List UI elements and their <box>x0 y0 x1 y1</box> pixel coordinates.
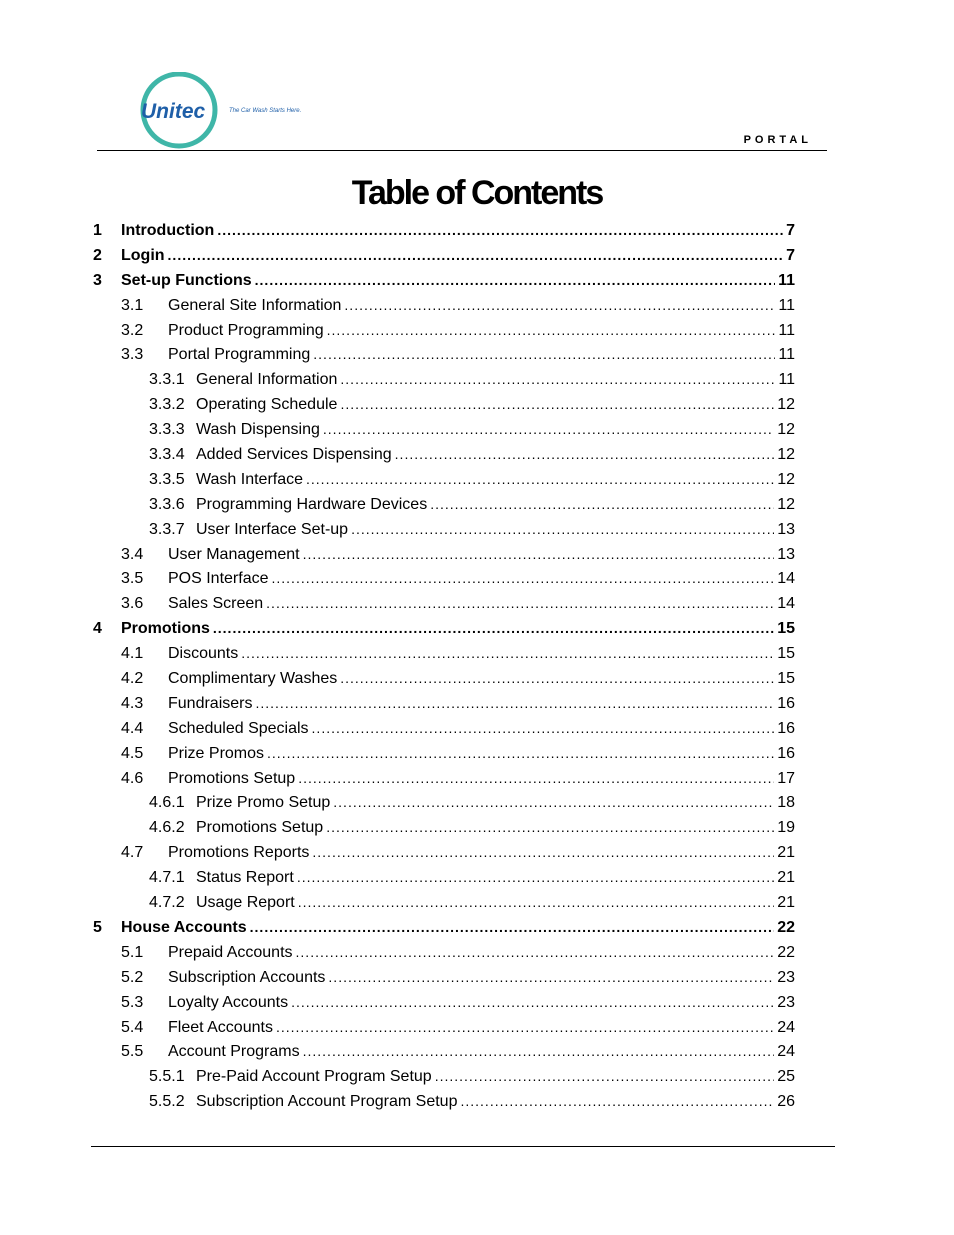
toc-entry[interactable] <box>93 442 795 467</box>
toc-entry-title: Prize Promo Setup <box>196 794 331 812</box>
toc-entry-title: Introduction <box>121 222 215 239</box>
toc-entry[interactable] <box>93 915 795 940</box>
toc-entry[interactable] <box>93 342 795 367</box>
toc-entry[interactable] <box>93 865 795 890</box>
toc-leader-dots <box>266 591 774 616</box>
toc-entry[interactable] <box>93 641 795 666</box>
toc-leader-dots <box>430 492 774 517</box>
toc-entry-title: Scheduled Specials <box>168 719 309 737</box>
toc-entry-number: 3.3.5 <box>149 470 185 488</box>
toc-entry[interactable] <box>93 1039 795 1064</box>
toc-leader-dots <box>303 542 775 567</box>
toc-entry-page: 11 <box>778 296 795 314</box>
toc-entry-number: 4.1 <box>121 645 144 663</box>
toc-entry-page: 24 <box>777 1043 795 1061</box>
toc-leader-dots <box>435 1064 775 1089</box>
toc-entry-number: 4.6.1 <box>149 794 185 812</box>
header-product-label: PORTAL <box>743 134 812 146</box>
toc-leader-dots <box>344 293 775 318</box>
toc-entry[interactable] <box>93 666 795 691</box>
toc-entry[interactable] <box>93 417 795 442</box>
toc-leader-dots <box>340 367 775 392</box>
toc-entry-title: Set-up Functions <box>121 271 252 289</box>
toc-entry[interactable] <box>93 616 795 641</box>
toc-entry-title: Login <box>121 246 165 264</box>
toc-entry-page: 21 <box>777 894 795 912</box>
toc-entry-page: 12 <box>777 495 795 513</box>
toc-entry-title: Fleet Accounts <box>168 1018 273 1036</box>
toc-entry-title: POS Interface <box>168 570 269 588</box>
toc-entry-page: 25 <box>777 1068 795 1086</box>
toc-leader-dots <box>340 392 774 417</box>
toc-leader-dots <box>267 741 774 766</box>
toc-entry-number: 3.1 <box>121 296 144 314</box>
toc-entry-number: 3.3.2 <box>149 396 185 414</box>
toc-entry[interactable] <box>93 492 795 517</box>
toc-entry-number: 3.3.4 <box>149 446 185 464</box>
toc-entry-number: 5.5 <box>121 1043 144 1061</box>
toc-leader-dots <box>460 1089 774 1114</box>
toc-leader-dots <box>340 666 774 691</box>
toc-entry-number: 3.3.1 <box>149 371 185 389</box>
toc-entry-title: Operating Schedule <box>196 396 338 414</box>
toc-entry[interactable] <box>93 815 795 840</box>
toc-entry[interactable] <box>93 1064 795 1089</box>
toc-entry-number: 3.5 <box>121 570 144 588</box>
unitec-logo-graphic <box>138 72 338 150</box>
toc-entry-title: House Accounts <box>121 918 247 936</box>
toc-entry-number: 3 <box>93 271 102 289</box>
toc-entry-title: Loyalty Accounts <box>168 993 289 1011</box>
toc-entry-number: 3.4 <box>121 545 144 563</box>
toc-leader-dots <box>328 965 774 990</box>
toc-entry-page: 7 <box>786 246 795 264</box>
toc-entry-title: Prize Promos <box>168 744 265 762</box>
toc-leader-dots <box>303 1039 775 1064</box>
toc-entry-title: Fundraisers <box>168 694 253 712</box>
toc-entry-page: 12 <box>777 446 795 464</box>
toc-entry-page: 11 <box>778 371 795 389</box>
toc-leader-dots <box>327 318 776 343</box>
toc-entry-title: Subscription Account Program Setup <box>196 1093 458 1111</box>
toc-entry-number: 5.5.2 <box>149 1093 185 1111</box>
toc-entry-title: Discounts <box>168 645 239 663</box>
toc-entry-page: 21 <box>777 844 795 862</box>
toc-entry-title: Promotions <box>121 620 210 638</box>
toc-entry-title: Account Programs <box>168 1043 300 1061</box>
toc-entry-page: 12 <box>777 470 795 488</box>
toc-entry-page: 19 <box>777 819 795 837</box>
toc-entry-number: 5.3 <box>121 993 144 1011</box>
toc-entry-title: User Interface Set-up <box>196 520 349 538</box>
toc-entry-number: 3.3.3 <box>149 421 185 439</box>
toc-leader-dots <box>168 243 784 268</box>
footer-divider <box>91 1146 835 1147</box>
toc-entry-page: 16 <box>777 719 795 737</box>
toc-entry[interactable] <box>93 990 795 1015</box>
toc-entry-page: 16 <box>777 744 795 762</box>
toc-leader-dots <box>298 766 774 791</box>
toc-leader-dots <box>298 890 774 915</box>
toc-entry-page: 15 <box>777 645 795 663</box>
toc-entry-title: Subscription Accounts <box>168 968 326 986</box>
toc-entry-page: 11 <box>778 321 795 339</box>
toc-entry-page: 24 <box>777 1018 795 1036</box>
logo-tagline: The Car Wash Starts Here. <box>229 108 302 114</box>
toc-entry-number: 3.2 <box>121 321 144 339</box>
toc-entry-number: 4.3 <box>121 694 144 712</box>
toc-entry-page: 23 <box>777 993 795 1011</box>
toc-leader-dots <box>313 342 775 367</box>
toc-leader-dots <box>296 940 775 965</box>
toc-entry-number: 5.4 <box>121 1018 144 1036</box>
toc-entry-number: 4.6 <box>121 769 144 787</box>
toc-entry-page: 16 <box>777 694 795 712</box>
toc-leader-dots <box>312 716 775 741</box>
toc-entry-page: 26 <box>777 1093 795 1111</box>
toc-entry[interactable] <box>93 766 795 791</box>
toc-entry-page: 12 <box>777 396 795 414</box>
toc-leader-dots <box>241 641 774 666</box>
toc-entry[interactable] <box>93 243 795 268</box>
toc-entry-number: 1 <box>93 222 102 239</box>
toc-entry-title: Product Programming <box>168 321 324 339</box>
toc-leader-dots <box>351 517 774 542</box>
toc-entry[interactable] <box>93 367 795 392</box>
toc-entry-title: General Information <box>196 371 338 389</box>
toc-leader-dots <box>272 566 775 591</box>
toc-entry-number: 4 <box>93 620 102 638</box>
toc-leader-dots <box>217 218 783 243</box>
toc-leader-dots <box>297 865 774 890</box>
toc-entry[interactable] <box>93 392 795 417</box>
toc-entry-page: 17 <box>777 769 795 787</box>
toc-entry[interactable] <box>93 840 795 865</box>
toc-entry-page: 12 <box>777 421 795 439</box>
logo-wordmark: Unitec <box>141 100 206 123</box>
toc-leader-dots <box>312 840 774 865</box>
toc-entry[interactable] <box>93 1089 795 1114</box>
toc-entry-title: Added Services Dispensing <box>196 446 392 464</box>
toc-leader-dots <box>213 616 774 641</box>
toc-entry-title: Complimentary Washes <box>168 670 338 688</box>
toc-entry-number: 4.2 <box>121 670 144 688</box>
toc-entry-number: 4.7.1 <box>149 869 185 887</box>
toc-entry[interactable] <box>93 691 795 716</box>
toc-entry[interactable] <box>93 542 795 567</box>
toc-entry-page: 11 <box>778 346 795 364</box>
toc-entry-page: 21 <box>777 869 795 887</box>
toc-leader-dots <box>326 815 774 840</box>
toc-entry-title: Prepaid Accounts <box>168 943 293 961</box>
toc-entry-page: 15 <box>777 620 795 638</box>
toc-entry[interactable] <box>93 218 795 243</box>
toc-entry-title: Wash Interface <box>196 470 304 488</box>
toc-entry-number: 2 <box>93 246 102 264</box>
toc-entry-number: 5.5.1 <box>149 1068 185 1086</box>
toc-entry-number: 5 <box>93 918 102 936</box>
toc-entry[interactable] <box>93 940 795 965</box>
toc-leader-dots <box>255 691 774 716</box>
toc-entry-number: 3.3.6 <box>149 495 185 513</box>
toc-entry-number: 3.3 <box>121 346 144 364</box>
toc-entry-page: 7 <box>786 222 795 239</box>
toc-entry-number: 4.7.2 <box>149 894 185 912</box>
toc-entry-page: 18 <box>777 794 795 812</box>
toc-entry-title: General Site Information <box>168 296 342 314</box>
toc-entry-number: 4.5 <box>121 744 144 762</box>
unitec-logo <box>138 72 338 150</box>
toc-entry-title: Status Report <box>196 869 294 887</box>
toc-entry-title: Promotions Reports <box>168 844 310 862</box>
toc-entry[interactable] <box>93 268 795 293</box>
toc-entry-number: 4.6.2 <box>149 819 185 837</box>
table-of-contents <box>93 218 795 1114</box>
toc-entry-title: Pre-Paid Account Program Setup <box>196 1068 432 1086</box>
toc-leader-dots <box>255 268 775 293</box>
header-divider <box>97 150 827 151</box>
toc-entry-number: 5.2 <box>121 968 144 986</box>
toc-entry[interactable] <box>93 716 795 741</box>
toc-entry-page: 22 <box>777 918 795 936</box>
toc-entry-title: Usage Report <box>196 894 295 912</box>
toc-entry[interactable] <box>93 517 795 542</box>
toc-entry-title: User Management <box>168 545 300 563</box>
toc-leader-dots <box>323 417 774 442</box>
toc-entry-page: 14 <box>777 570 795 588</box>
toc-entry[interactable] <box>93 741 795 766</box>
toc-leader-dots <box>306 467 774 492</box>
toc-entry-number: 4.7 <box>121 844 144 862</box>
toc-entry-title: Promotions Setup <box>168 769 296 787</box>
toc-entry-number: 5.1 <box>121 943 144 961</box>
toc-entry[interactable] <box>93 591 795 616</box>
toc-entry[interactable] <box>93 566 795 591</box>
toc-entry-title: Promotions Setup <box>196 819 324 837</box>
toc-entry[interactable] <box>93 318 795 343</box>
toc-entry[interactable] <box>93 293 795 318</box>
toc-entry-title: Portal Programming <box>168 346 311 364</box>
toc-entry-page: 11 <box>778 271 795 289</box>
toc-entry-page: 15 <box>777 670 795 688</box>
toc-entry-number: 4.4 <box>121 719 144 737</box>
toc-entry-page: 13 <box>777 520 795 538</box>
toc-leader-dots <box>333 790 774 815</box>
page-title: Table of Contents <box>351 174 603 212</box>
toc-leader-dots <box>276 1015 774 1040</box>
toc-entry-number: 3.6 <box>121 595 144 613</box>
toc-entry-title: Programming Hardware Devices <box>196 495 428 513</box>
toc-entry[interactable] <box>93 1015 795 1040</box>
toc-entry-page: 13 <box>777 545 795 563</box>
toc-entry[interactable] <box>93 965 795 990</box>
toc-leader-dots <box>395 442 775 467</box>
toc-leader-dots <box>250 915 775 940</box>
toc-entry-title: Wash Dispensing <box>196 421 320 439</box>
toc-entry[interactable] <box>93 890 795 915</box>
toc-entry[interactable] <box>93 790 795 815</box>
toc-entry-page: 23 <box>777 968 795 986</box>
toc-entry-number: 3.3.7 <box>149 520 185 538</box>
toc-entry-title: Sales Screen <box>168 595 264 613</box>
toc-entry-page: 14 <box>777 595 795 613</box>
toc-leader-dots <box>291 990 774 1015</box>
toc-entry-page: 22 <box>777 943 795 961</box>
toc-entry[interactable] <box>93 467 795 492</box>
